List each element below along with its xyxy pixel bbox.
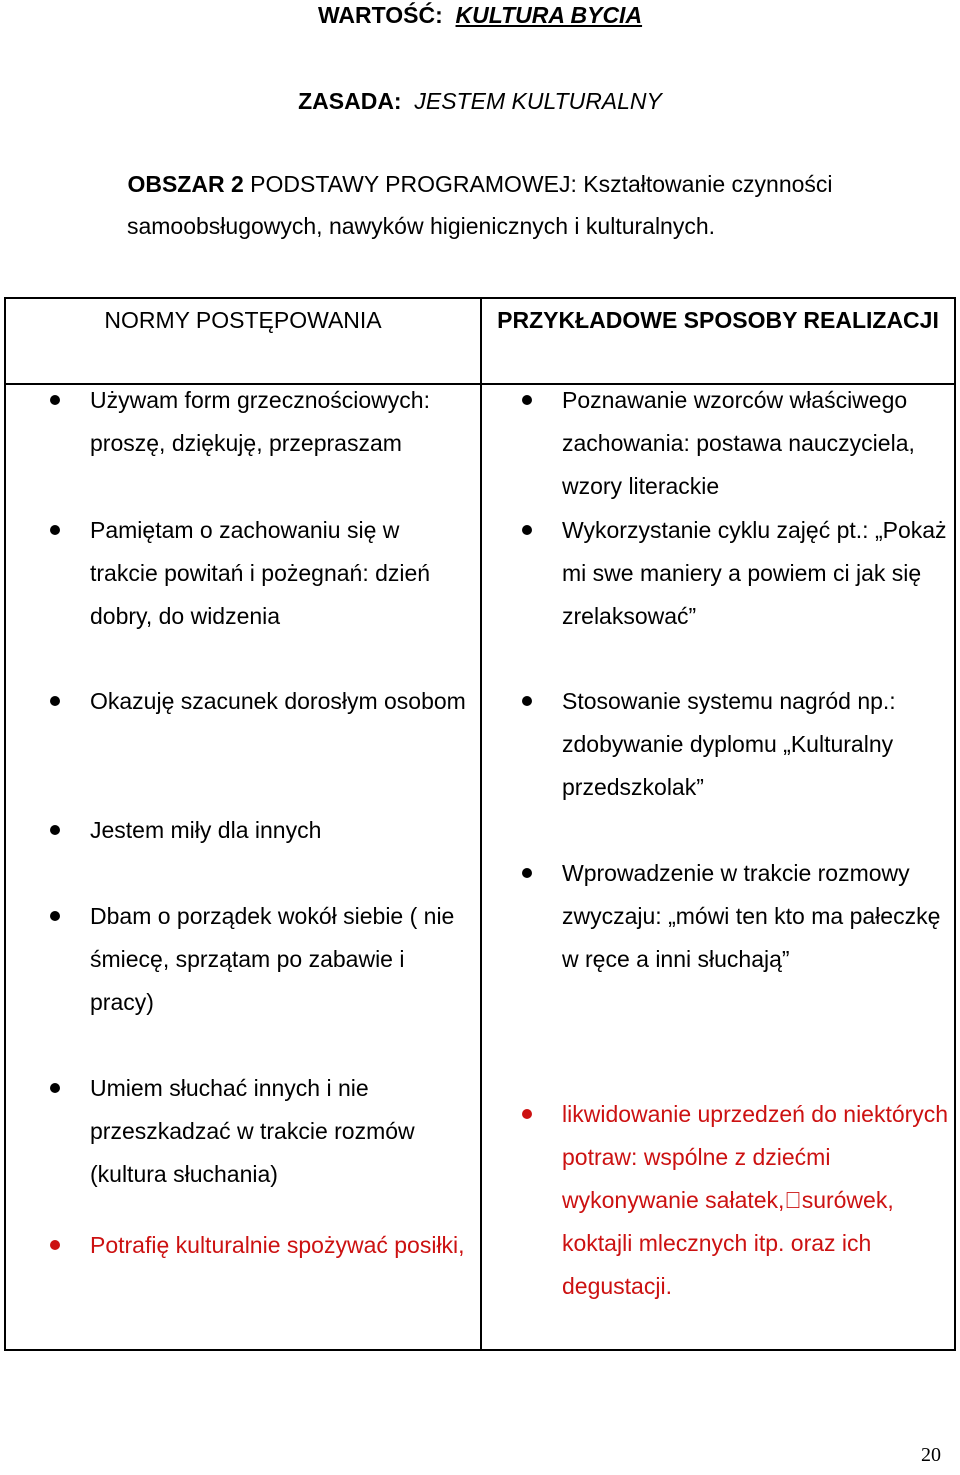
list-item: likwidowanie uprzedzeń do niektórych potraw: wspólne z dziećmi wykonywanie sałatek, surówek, koktajli mlecznych itp. oraz ich degustacji. bbox=[562, 1093, 952, 1308]
bullet-icon bbox=[50, 395, 60, 405]
list-item: Potrafię kulturalnie spożywać posiłki, bbox=[90, 1224, 470, 1267]
list-item: Pamiętam o zachowaniu się w trakcie powitań i pożegnań: dzień dobry, do widzenia bbox=[90, 509, 470, 638]
bullet-icon bbox=[522, 1109, 532, 1119]
bullet-icon bbox=[522, 868, 532, 878]
wartosc-line bbox=[0, 0, 960, 32]
list-item: Jestem miły dla innych bbox=[90, 809, 470, 852]
wartosc-label: WARTOŚĆ: bbox=[317, 2, 443, 28]
zasada-line bbox=[0, 80, 960, 122]
bullet-icon bbox=[50, 525, 60, 535]
bullet-icon bbox=[522, 696, 532, 706]
bullet-icon bbox=[522, 395, 532, 405]
list-item: Umiem słuchać innych i nie przeszkadzać w trakcie rozmów (kultura słuchania) bbox=[90, 1067, 470, 1196]
page-number: 20 bbox=[921, 1444, 941, 1466]
bullet-icon bbox=[50, 825, 60, 835]
wartosc-value: KULTURA BYCIA bbox=[455, 2, 643, 28]
obszar-line1: PODSTAWY PROGRAMOWEJ: Kształtowanie czynności bbox=[250, 171, 833, 197]
col2-header: PRZYKŁADOWE SPOSOBY REALIZACJI bbox=[497, 307, 939, 333]
list-item: Dbam o porządek wokół siebie ( nie śmiecę, sprzątam po zabawie i pracy) bbox=[90, 895, 470, 1024]
zasada-value: JESTEM KULTURALNY bbox=[414, 88, 662, 114]
bullet-icon bbox=[50, 696, 60, 706]
col1-header: NORMY POSTĘPOWANIA bbox=[104, 307, 382, 333]
bullet-icon bbox=[50, 1240, 60, 1250]
obszar-label: OBSZAR 2 bbox=[127, 171, 244, 197]
zasada-label: ZASADA: bbox=[298, 88, 402, 114]
list-item: Stosowanie systemu nagród np.: zdobywanie dyplomu „Kulturalny przedszkolak” bbox=[562, 680, 952, 809]
obszar-block bbox=[0, 163, 960, 247]
norms-table bbox=[4, 297, 956, 1351]
list-item: Okazuję szacunek dorosłym osobom bbox=[90, 680, 470, 723]
bullet-icon bbox=[50, 1083, 60, 1093]
list-item: Wprowadzenie w trakcie rozmowy zwyczaju: „mówi ten kto ma pałeczkę w ręce a inni słuchają” bbox=[562, 852, 952, 981]
list-item: Wykorzystanie cyklu zajęć pt.: „Pokaż mi swe maniery a powiem ci jak się zrelaksować” bbox=[562, 509, 952, 638]
bullet-icon bbox=[50, 911, 60, 921]
column-divider bbox=[480, 299, 482, 1349]
obszar-line2: samoobsługowych, nawyków higienicznych i kulturalnych. bbox=[126, 213, 716, 239]
list-item: Używam form grzecznościowych: proszę, dziękuję, przepraszam bbox=[90, 379, 470, 465]
bullet-icon bbox=[522, 525, 532, 535]
list-item: Poznawanie wzorców właściwego zachowania: postawa nauczyciela, wzory literackie bbox=[562, 379, 952, 508]
